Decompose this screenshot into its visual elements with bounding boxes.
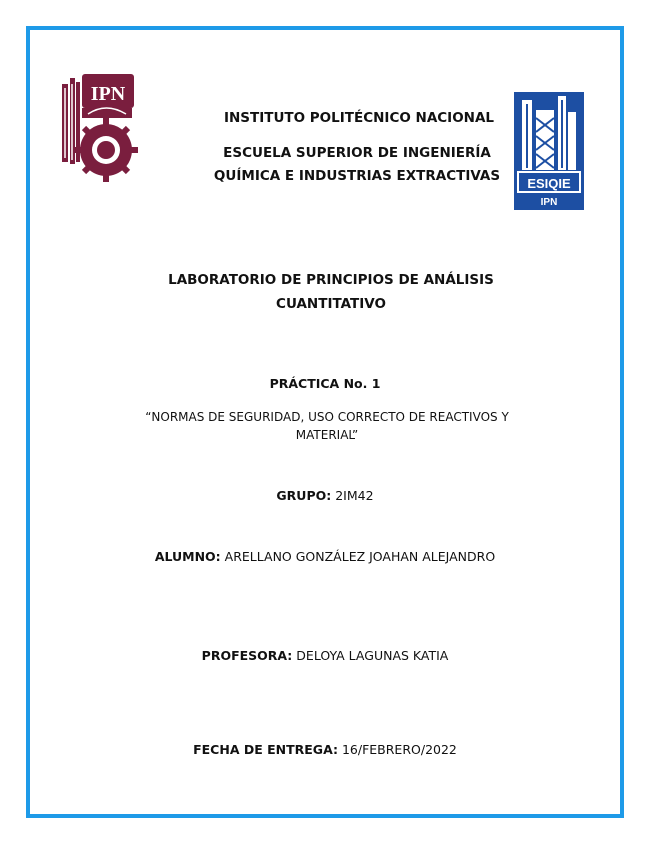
teacher-line bbox=[26, 648, 624, 663]
ipn-logo-text: IPN bbox=[90, 83, 126, 105]
student-value: ARELLANO GONZÁLEZ JOAHAN ALEJANDRO bbox=[224, 549, 496, 564]
group-line bbox=[26, 488, 624, 503]
esiqie-logo-subtext: IPN bbox=[540, 197, 558, 208]
teacher-label: PROFESORA: bbox=[201, 648, 293, 663]
course-title-line2: CUANTITATIVO bbox=[276, 296, 386, 312]
institution-name: INSTITUTO POLITÉCNICO NACIONAL bbox=[223, 110, 495, 126]
school-name-line1: ESCUELA SUPERIOR DE INGENIERÍA bbox=[223, 145, 491, 161]
practice-title-line2: MATERIAL” bbox=[295, 428, 359, 442]
group-value: 2IM42 bbox=[335, 488, 374, 503]
student-label: ALUMNO: bbox=[154, 549, 221, 564]
group-label: GRUPO: bbox=[276, 488, 332, 503]
practice-title bbox=[32, 408, 622, 444]
teacher-value: DELOYA LAGUNAS KATIA bbox=[296, 648, 449, 663]
esiqie-logo-text: ESIQIE bbox=[527, 176, 571, 191]
school-name-line2: QUÍMICA E INDUSTRIAS EXTRACTIVAS bbox=[213, 168, 501, 184]
delivery-date-line bbox=[26, 742, 624, 757]
student-line bbox=[26, 549, 624, 564]
delivery-date-label: FECHA DE ENTREGA: bbox=[193, 742, 338, 757]
delivery-date-value: 16/FEBRERO/2022 bbox=[341, 742, 457, 757]
practice-title-line1: “NORMAS DE SEGURIDAD, USO CORRECTO DE REACTIVOS Y bbox=[145, 410, 509, 424]
practice-number: PRÁCTICA No. 1 bbox=[269, 376, 381, 391]
school-name bbox=[58, 142, 655, 188]
course-title bbox=[32, 268, 630, 316]
course-title-line1: LABORATORIO DE PRINCIPIOS DE ANÁLISIS bbox=[168, 272, 494, 288]
